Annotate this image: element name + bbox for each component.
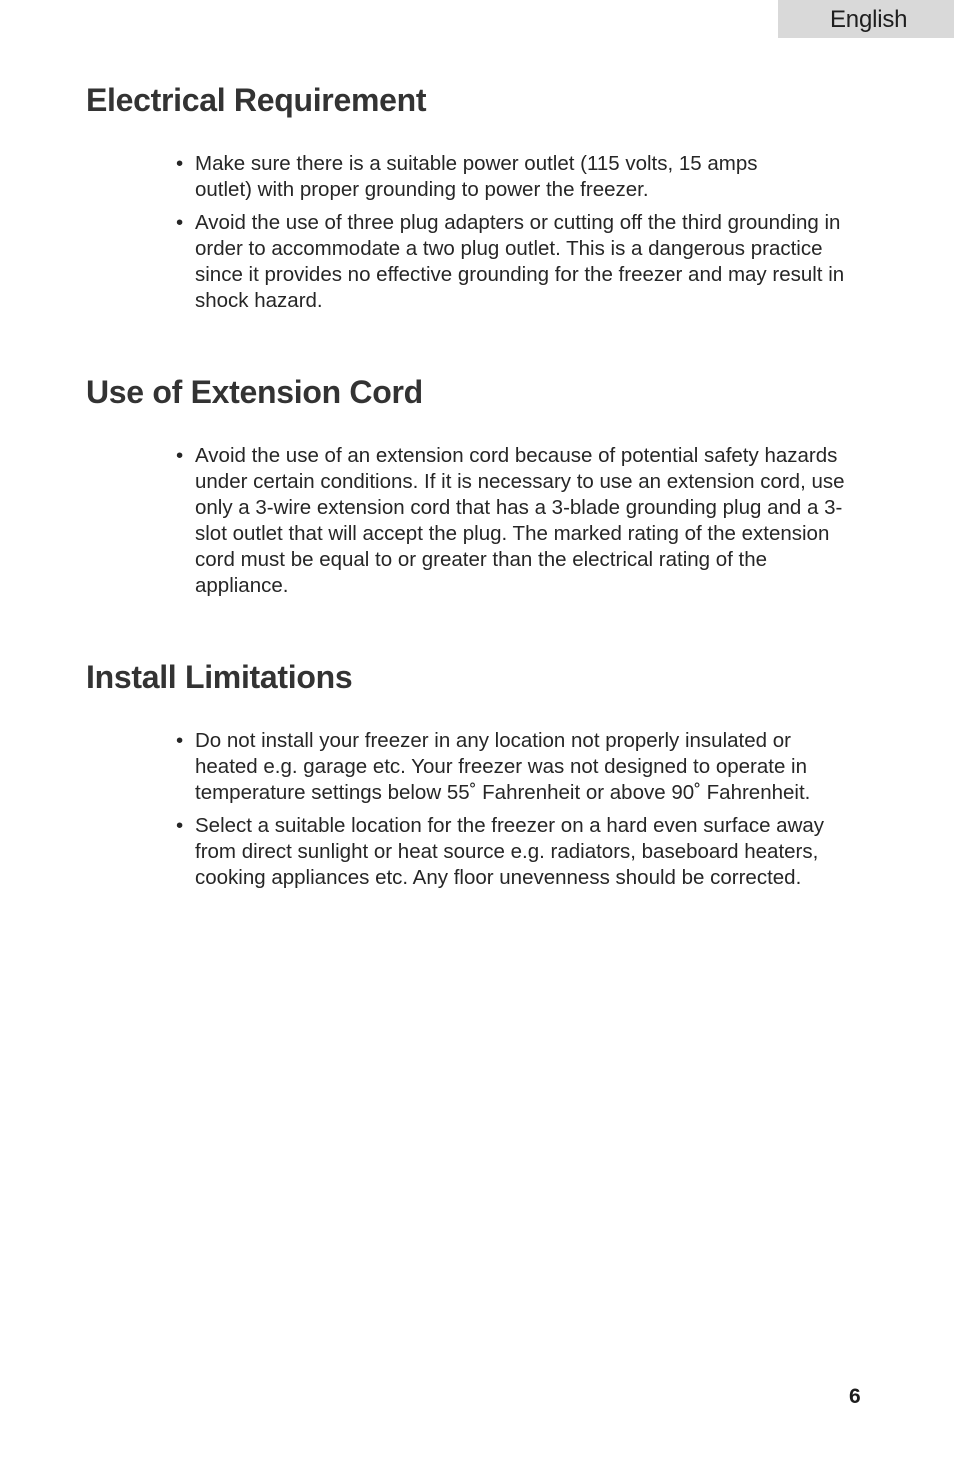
bullet-list — [176, 443, 876, 599]
list-item — [176, 813, 876, 891]
bullet-list — [176, 728, 876, 891]
language-tab: English — [778, 0, 954, 38]
bullet-icon: • — [176, 152, 184, 175]
section-heading: Use of Extension Cord — [86, 374, 423, 410]
section-heading: Install Limitations — [86, 659, 353, 695]
list-item — [176, 728, 876, 806]
bullet-list — [176, 151, 876, 314]
bullet-icon: • — [176, 814, 184, 837]
list-item — [176, 210, 876, 314]
bullet-icon: • — [176, 444, 184, 467]
page-number: 6 — [849, 1385, 861, 1408]
bullet-icon: • — [176, 211, 184, 234]
list-item-text: Do not install your freezer in any location not properly insulated or heated e.g. garage etc. Your freezer was not designed to operate in temperature settings below 55˚ Fahrenheit or above 90˚ Fahrenheit. — [195, 729, 811, 804]
bullet-icon: • — [176, 729, 184, 752]
list-item — [176, 151, 876, 203]
section-heading: Electrical Requirement — [86, 82, 427, 118]
list-item — [176, 443, 876, 599]
list-item-text: Avoid the use of an extension cord because of potential safety hazards under certain conditions. If it is necessary to use an extension cord, use only a 3-wire extension cord that has a 3-blade grounding plug and a 3-slot outlet that will accept the plug. The marked rating of the extension cord must be equal to or greater than the electrical rating of the appliance. — [195, 444, 845, 597]
list-item-text: Make sure there is a suitable power outlet (115 volts, 15 amps outlet) with proper grounding to power the freezer. — [195, 152, 758, 201]
list-item-text: Avoid the use of three plug adapters or cutting off the third grounding in order to accommodate a two plug outlet. This is a dangerous practice since it provides no effective grounding for the freezer and may result in shock hazard. — [195, 211, 845, 312]
list-item-text: Select a suitable location for the freezer on a hard even surface away from direct sunlight or heat source e.g. radiators, baseboard heaters, cooking appliances etc. Any floor unevenness should be corrected. — [195, 814, 825, 889]
